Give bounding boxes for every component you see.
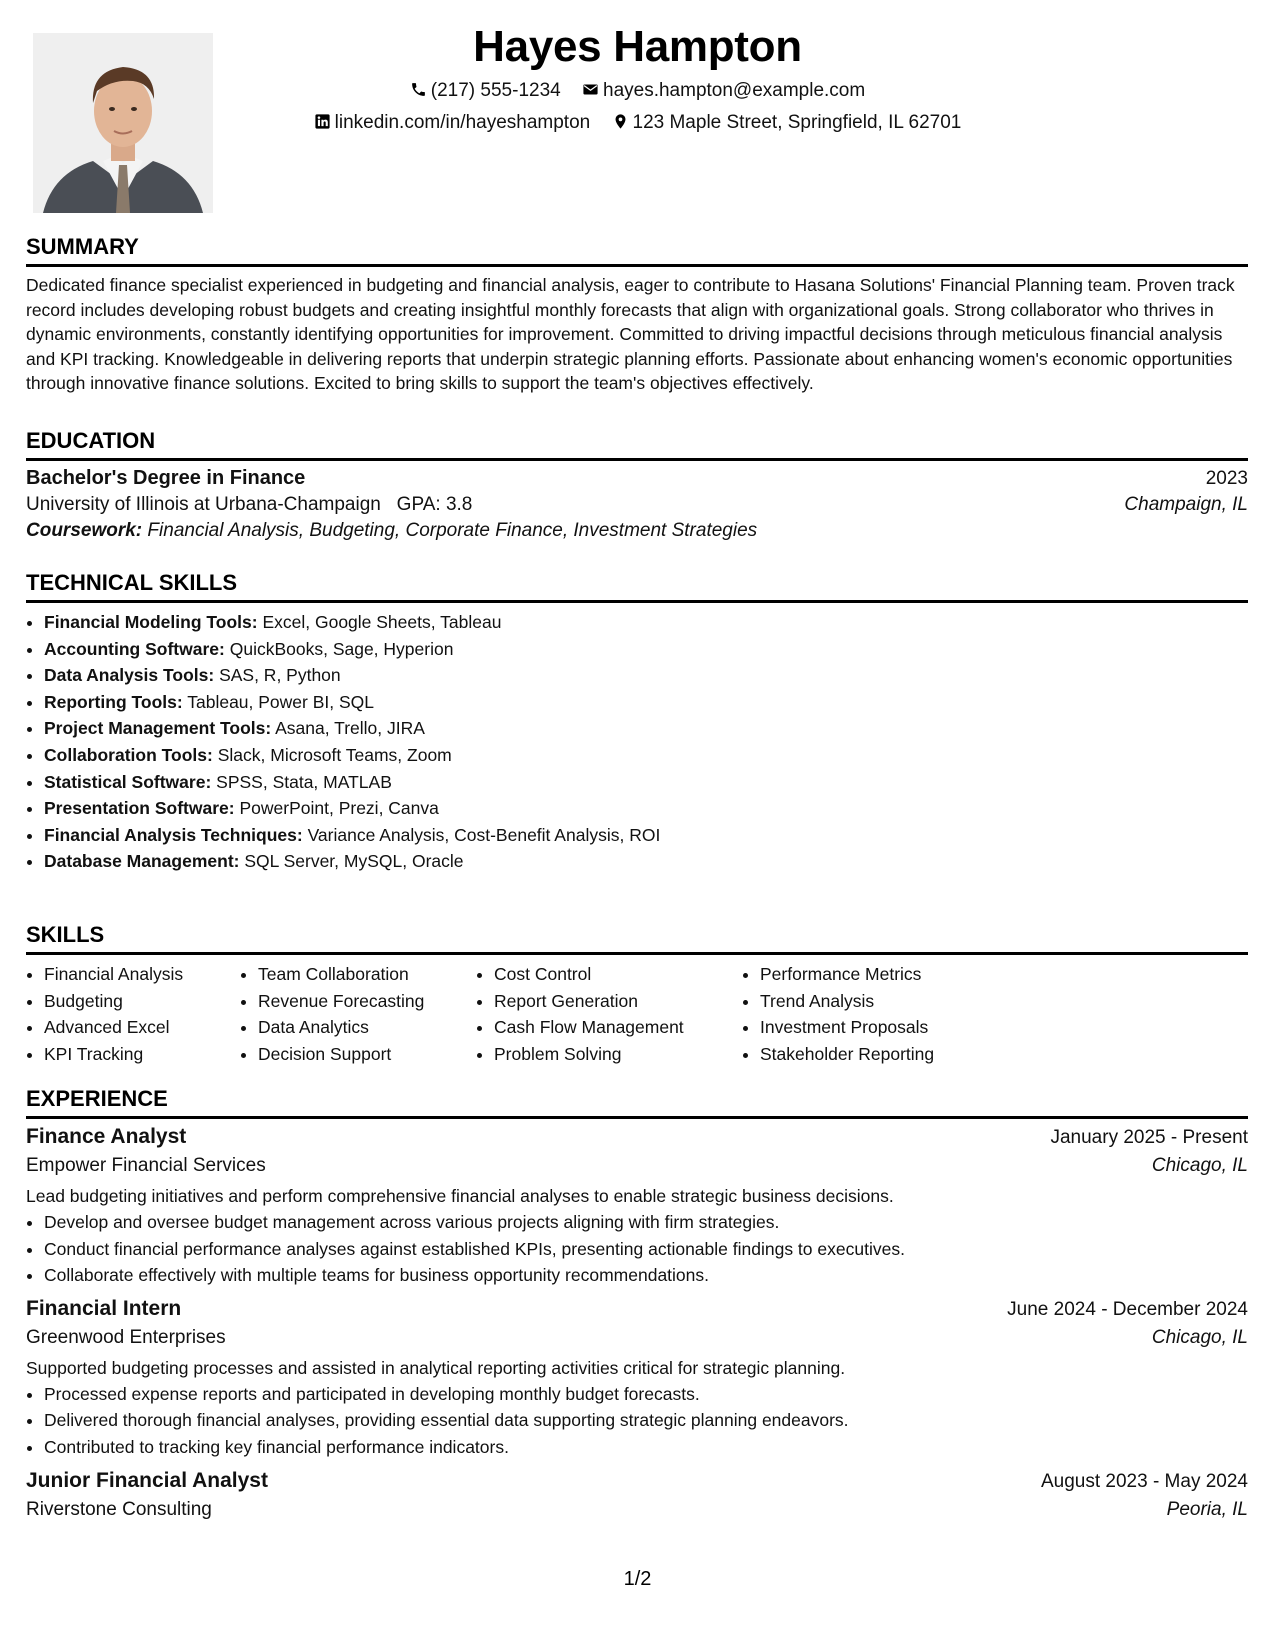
technical-skill-item — [44, 689, 1248, 716]
technical-skill-label: Presentation Software: — [44, 798, 235, 819]
contact-phone[interactable] — [410, 80, 561, 102]
job-company: Empower Financial Services — [26, 1155, 266, 1176]
job-bullet: • Collaborate effectively with multiple teams for business opportunity recommendations. — [44, 1262, 1248, 1289]
job-location: Chicago, IL — [1151, 1155, 1248, 1176]
school-line — [26, 494, 472, 516]
technical-skill-item — [44, 662, 1248, 689]
coursework-line — [26, 520, 1248, 542]
technical-skill-item — [44, 742, 1248, 769]
skill-item: • Advanced Excel — [44, 1014, 240, 1041]
school-location: Champaign, IL — [1124, 494, 1248, 515]
map-pin-icon — [612, 113, 629, 130]
skills-column-4 — [742, 961, 1020, 1067]
candidate-name: Hayes Hampton — [473, 22, 802, 71]
technical-skill-value: SQL Server, MySQL, Oracle — [244, 851, 464, 872]
technical-skill-value: QuickBooks, Sage, Hyperion — [229, 638, 454, 659]
skill-item: • Cash Flow Management — [494, 1014, 742, 1041]
phone-icon — [410, 81, 427, 98]
job-description: Lead budgeting initiatives and perform comprehensive financial analyses to enable strategic business decisions. — [26, 1186, 894, 1206]
technical-skill-label: Database Management: — [44, 851, 240, 872]
contact-email[interactable] — [582, 80, 865, 102]
technical-skill-value: Excel, Google Sheets, Tableau — [262, 612, 502, 632]
linkedin-icon — [314, 113, 331, 130]
job-title-row — [26, 1297, 1248, 1321]
technical-skill-label: Data Analysis Tools: — [44, 665, 215, 686]
job-title: Finance Analyst — [26, 1125, 187, 1148]
job-title: Financial Intern — [26, 1296, 182, 1320]
skill-item: • Data Analytics — [258, 1014, 476, 1041]
job-bullet: • Delivered thorough financial analyses, providing essential data supporting strategic planning endeavors. — [44, 1407, 1248, 1434]
job-company-row — [26, 1155, 1248, 1177]
education-school-row — [26, 494, 1248, 516]
job-entry — [26, 1125, 1248, 1289]
linkedin-text: linkedin.com/in/hayeshampton — [334, 112, 591, 133]
skill-item: • Investment Proposals — [760, 1014, 1020, 1041]
skill-item: • Cost Control — [494, 961, 742, 988]
skill-item: • Report Generation — [494, 988, 742, 1015]
technical-skill-value: Asana, Trello, JIRA — [275, 718, 425, 739]
contact-address — [612, 112, 962, 134]
technical-skill-item — [44, 715, 1248, 742]
job-bullets — [26, 1209, 1248, 1289]
school-name: University of Illinois at Urbana-Champaign — [26, 494, 381, 515]
skill-item: • Stakeholder Reporting — [760, 1041, 1020, 1068]
phone-text: (217) 555-1234 — [430, 80, 561, 101]
skill-item: • Decision Support — [258, 1041, 476, 1068]
summary-heading: SUMMARY — [26, 234, 1248, 267]
coursework-label: Coursework: — [26, 520, 143, 541]
contact-row-1 — [0, 80, 1275, 102]
technical-skill-item — [44, 795, 1248, 822]
technical-skill-label: Financial Modeling Tools: — [44, 612, 258, 632]
job-location: Chicago, IL — [1151, 1326, 1248, 1348]
skills-columns — [26, 961, 1248, 1067]
coursework-text: Financial Analysis, Budgeting, Corporate Finance, Investment Strategies — [147, 520, 758, 541]
technical-skill-value: SAS, R, Python — [219, 665, 341, 686]
technical-skill-value: SPSS, Stata, MATLAB — [216, 771, 392, 792]
job-bullet: • Develop and oversee budget management across various projects aligning with firm strategies. — [44, 1209, 1248, 1236]
job-location: Peoria, IL — [1166, 1498, 1248, 1520]
graduation-year: 2023 — [1205, 468, 1248, 489]
education-degree-row — [26, 467, 1248, 490]
skills-column-2 — [240, 961, 476, 1067]
skill-item: • Revenue Forecasting — [258, 988, 476, 1015]
technical-skill-label: Project Management Tools: — [44, 718, 272, 739]
skill-item: • Performance Metrics — [760, 961, 1020, 988]
gpa: GPA: 3.8 — [396, 494, 473, 515]
skill-item: • Trend Analysis — [760, 988, 1020, 1015]
skills-column-3 — [476, 961, 742, 1067]
email-text: hayes.hampton@example.com — [603, 80, 866, 101]
technical-skill-label: Statistical Software: — [44, 771, 212, 792]
skill-item: • Budgeting — [44, 988, 240, 1015]
technical-skill-item — [44, 636, 1248, 663]
technical-skill-label: Collaboration Tools: — [44, 744, 213, 765]
technical-skill-item — [44, 848, 1248, 875]
education-section — [26, 428, 1248, 542]
degree-title: Bachelor's Degree in Finance — [26, 467, 306, 489]
job-bullet: • Contributed to tracking key financial performance indicators. — [44, 1434, 1248, 1461]
technical-skills-section — [26, 570, 1248, 875]
job-dates: August 2023 - May 2024 — [1040, 1470, 1248, 1492]
summary-section — [26, 234, 1248, 396]
skills-column-1 — [26, 961, 240, 1067]
job-title: Junior Financial Analyst — [26, 1468, 268, 1492]
technical-skill-label: Reporting Tools: — [44, 691, 183, 712]
address-text: 123 Maple Street, Springfield, IL 62701 — [632, 112, 962, 133]
job-company: Greenwood Enterprises — [26, 1326, 226, 1348]
experience-heading: EXPERIENCE — [26, 1086, 1248, 1119]
job-dates: January 2025 - Present — [1050, 1127, 1248, 1148]
job-company-row — [26, 1327, 1248, 1349]
technical-skills-list — [26, 609, 1248, 875]
technical-skill-label: Financial Analysis Techniques: — [44, 824, 303, 845]
experience-section — [26, 1086, 1248, 1521]
page-number: 1/2 — [623, 1568, 652, 1590]
technical-skill-item — [44, 769, 1248, 796]
education-heading: EDUCATION — [26, 428, 1248, 461]
job-bullet: • Processed expense reports and participated in developing monthly budget forecasts. — [44, 1381, 1248, 1408]
technical-skill-label: Accounting Software: — [44, 638, 225, 659]
technical-skill-value: Tableau, Power BI, SQL — [187, 691, 375, 712]
technical-skill-value: PowerPoint, Prezi, Canva — [239, 798, 439, 819]
technical-skill-item — [44, 609, 1248, 636]
job-bullet: • Conduct financial performance analyses against established KPIs, presenting actionable findings to executives. — [44, 1236, 1248, 1263]
summary-text: Dedicated finance specialist experienced in budgeting and financial analysis, eager to contribute to Hasana Solutions' Financial Planning team. Proven track record includes developing robust budgets and creating insightful monthly forecasts that align with organizational goals. Strong collaborator who thrives in dynamic environments, constantly identifying opportunities for improvement. Committed to driving impactful decisions through meticulous financial analysis and KPI tracking. Knowledgeable in delivering reports that underpin strategic planning efforts. Passionate about enhancing women's economic opportunities through innovative finance solutions. Excited to bring skills to support the team's objectives effectively. — [26, 275, 1235, 393]
envelope-icon — [582, 81, 599, 98]
job-title-row — [26, 1125, 1248, 1149]
job-description: Supported budgeting processes and assisted in analytical reporting activities critical for strategic planning. — [26, 1357, 846, 1378]
contact-row-2 — [0, 112, 1275, 134]
skills-heading: SKILLS — [26, 922, 1248, 955]
skills-section — [26, 922, 1248, 1067]
technical-skill-value: Variance Analysis, Cost-Benefit Analysis, ROI — [307, 824, 661, 845]
skill-item: • KPI Tracking — [44, 1041, 240, 1068]
contact-linkedin[interactable] — [314, 112, 591, 134]
skill-item: • Team Collaboration — [258, 961, 476, 988]
skill-item: • Problem Solving — [494, 1041, 742, 1068]
technical-skills-heading: TECHNICAL SKILLS — [26, 570, 1248, 603]
technical-skill-value: Slack, Microsoft Teams, Zoom — [217, 744, 452, 765]
skill-item: • Financial Analysis — [44, 961, 240, 988]
job-entry — [26, 1297, 1248, 1461]
job-company: Riverstone Consulting — [26, 1498, 212, 1520]
job-dates: June 2024 - December 2024 — [1007, 1298, 1248, 1320]
job-bullets — [26, 1381, 1248, 1461]
job-company-row — [26, 1499, 1248, 1521]
technical-skill-item — [44, 822, 1248, 849]
job-entry — [26, 1469, 1248, 1521]
job-title-row — [26, 1469, 1248, 1493]
